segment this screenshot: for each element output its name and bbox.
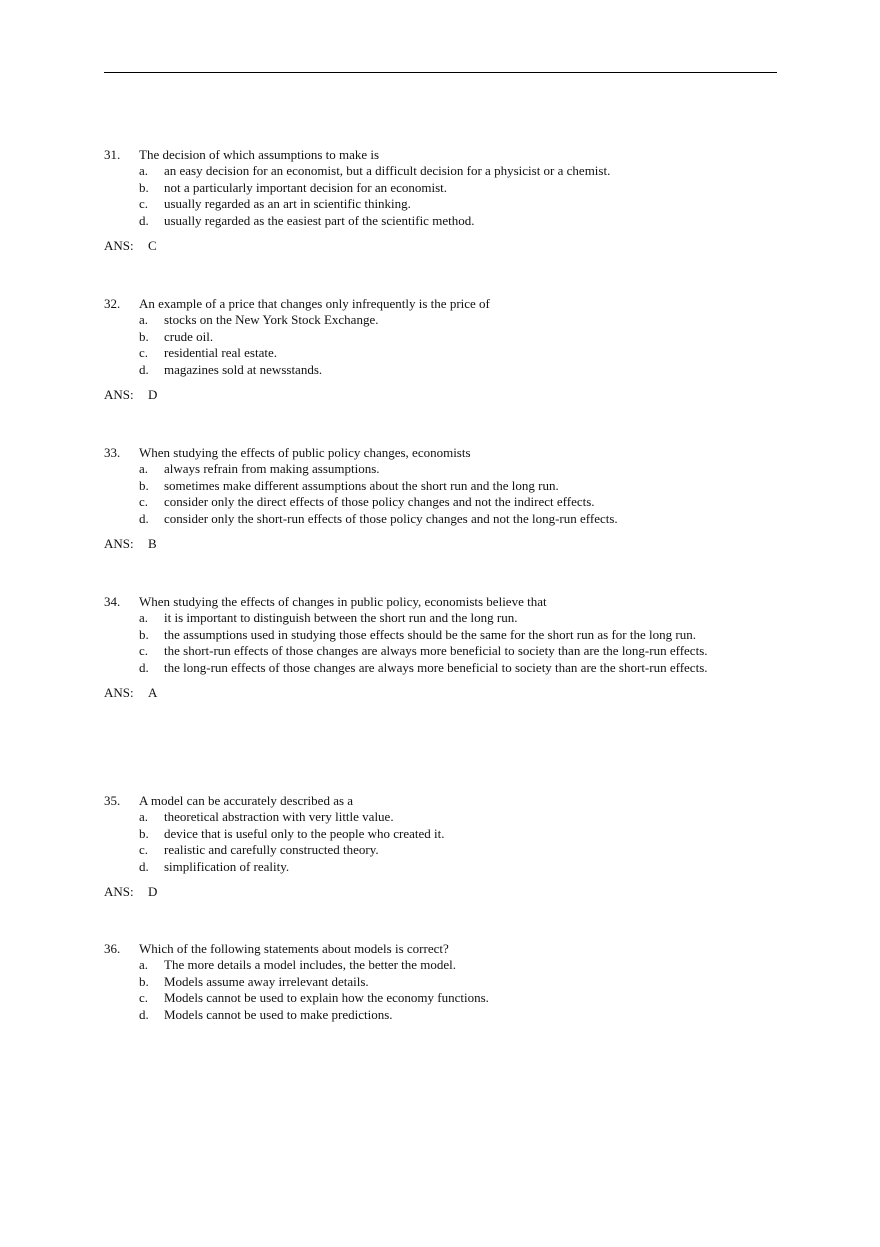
option-letter: c. <box>139 196 149 212</box>
option-a <box>104 957 744 974</box>
answer-value: C <box>148 238 157 254</box>
question-number: 31. <box>104 147 121 162</box>
answer-value: B <box>148 536 157 552</box>
option-text: sometimes make different assumptions about the short run and the long run. <box>164 477 559 493</box>
option-c <box>104 345 744 362</box>
option-text: not a particularly important decision for an economist. <box>164 179 448 195</box>
option-letter: a. <box>139 957 149 972</box>
question-stem-line <box>104 593 744 610</box>
option-letter: b. <box>139 179 149 195</box>
question-stem-line <box>104 940 744 957</box>
question-32 <box>104 295 744 403</box>
option-text: the long-run effects of those changes are always more beneficial to society than are the short-run effects. <box>164 659 708 675</box>
option-letter: a. <box>139 809 149 824</box>
option-c <box>104 842 744 859</box>
question-stem: The decision of which assumptions to make is <box>139 147 380 162</box>
option-text: residential real estate. <box>164 345 277 361</box>
option-letter: a. <box>139 461 149 476</box>
option-d <box>104 362 744 379</box>
option-letter: d. <box>139 212 149 228</box>
option-letter: b. <box>139 477 149 493</box>
question-stem: A model can be accurately described as a <box>139 793 354 808</box>
option-letter: b. <box>139 825 149 841</box>
option-text: always refrain from making assumptions. <box>164 461 380 476</box>
option-d <box>104 859 744 876</box>
option-d <box>104 1007 744 1024</box>
option-a <box>104 610 744 627</box>
question-35 <box>104 792 744 900</box>
option-text: consider only the short-run effects of those policy changes and not the long-run effects. <box>164 510 618 526</box>
question-stem: When studying the effects of changes in public policy, economists believe that <box>139 594 547 609</box>
option-letter: c. <box>139 643 149 659</box>
option-letter: b. <box>139 328 149 344</box>
option-d <box>104 660 744 677</box>
option-text: theoretical abstraction with very little value. <box>164 809 394 824</box>
answer-line <box>104 684 744 701</box>
option-text: Models cannot be used to make predictions. <box>164 1006 393 1022</box>
answer-line <box>104 883 744 900</box>
option-letter: a. <box>139 163 149 178</box>
option-text: an easy decision for an economist, but a difficult decision for a physicist or a chemist. <box>164 163 611 178</box>
question-number: 36. <box>104 941 121 956</box>
option-text: simplification of reality. <box>164 858 290 874</box>
question-stem-line <box>104 295 744 312</box>
answer-line <box>104 386 744 403</box>
option-b <box>104 826 744 843</box>
option-text: the short-run effects of those changes are always more beneficial to society than are the long-run effects. <box>164 643 708 659</box>
option-a <box>104 163 744 180</box>
option-text: the assumptions used in studying those effects should be the same for the short run as for the long run. <box>164 626 696 642</box>
option-letter: d. <box>139 858 149 874</box>
question-number: 34. <box>104 594 121 609</box>
answer-label: ANS: <box>104 238 134 254</box>
option-a <box>104 312 744 329</box>
option-text: it is important to distinguish between the short run and the long run. <box>164 610 518 625</box>
option-text: consider only the direct effects of those policy changes and not the indirect effects. <box>164 494 595 510</box>
option-b <box>104 180 744 197</box>
question-number: 33. <box>104 445 121 460</box>
option-c <box>104 990 744 1007</box>
option-c <box>104 494 744 511</box>
option-text: usually regarded as the easiest part of the scientific method. <box>164 212 475 228</box>
option-text: Models cannot be used to explain how the economy functions. <box>164 990 489 1006</box>
option-text: stocks on the New York Stock Exchange. <box>164 312 379 327</box>
answer-label: ANS: <box>104 387 134 403</box>
option-letter: a. <box>139 610 149 625</box>
option-letter: d. <box>139 361 149 377</box>
question-stem-line <box>104 146 744 163</box>
option-b <box>104 627 744 644</box>
question-stem-line <box>104 792 744 809</box>
header-rule <box>104 72 777 73</box>
question-stem: Which of the following statements about models is correct? <box>139 941 449 956</box>
question-stem: When studying the effects of public policy changes, economists <box>139 445 471 460</box>
option-text: The more details a model includes, the better the model. <box>164 957 457 972</box>
option-letter: c. <box>139 345 149 361</box>
option-d <box>104 511 744 528</box>
option-text: device that is useful only to the people who created it. <box>164 825 445 841</box>
option-text: usually regarded as an art in scientific thinking. <box>164 196 411 212</box>
question-number: 32. <box>104 296 121 311</box>
answer-value: D <box>148 387 158 403</box>
option-letter: d. <box>139 1006 149 1022</box>
answer-line <box>104 237 744 254</box>
option-text: magazines sold at newsstands. <box>164 361 323 377</box>
answer-line <box>104 535 744 552</box>
option-b <box>104 974 744 991</box>
option-letter: b. <box>139 626 149 642</box>
question-stem-line <box>104 444 744 461</box>
option-letter: c. <box>139 842 149 858</box>
option-letter: c. <box>139 990 149 1006</box>
option-a <box>104 461 744 478</box>
option-d <box>104 213 744 230</box>
option-letter: c. <box>139 494 149 510</box>
question-36 <box>104 940 744 1023</box>
question-31 <box>104 146 744 254</box>
option-a <box>104 809 744 826</box>
answer-label: ANS: <box>104 536 134 552</box>
option-text: Models assume away irrelevant details. <box>164 973 369 989</box>
option-letter: d. <box>139 659 149 675</box>
option-text: realistic and carefully constructed theory. <box>164 842 379 858</box>
option-text: crude oil. <box>164 328 214 344</box>
option-letter: d. <box>139 510 149 526</box>
option-b <box>104 329 744 346</box>
option-letter: a. <box>139 312 149 327</box>
answer-value: D <box>148 884 158 900</box>
option-letter: b. <box>139 973 149 989</box>
option-b <box>104 478 744 495</box>
question-33 <box>104 444 744 552</box>
option-c <box>104 196 744 213</box>
answer-label: ANS: <box>104 685 134 701</box>
question-34 <box>104 593 744 701</box>
question-number: 35. <box>104 793 121 808</box>
answer-value: A <box>148 685 158 701</box>
option-c <box>104 643 744 660</box>
answer-label: ANS: <box>104 884 134 900</box>
question-stem: An example of a price that changes only infrequently is the price of <box>139 296 490 311</box>
